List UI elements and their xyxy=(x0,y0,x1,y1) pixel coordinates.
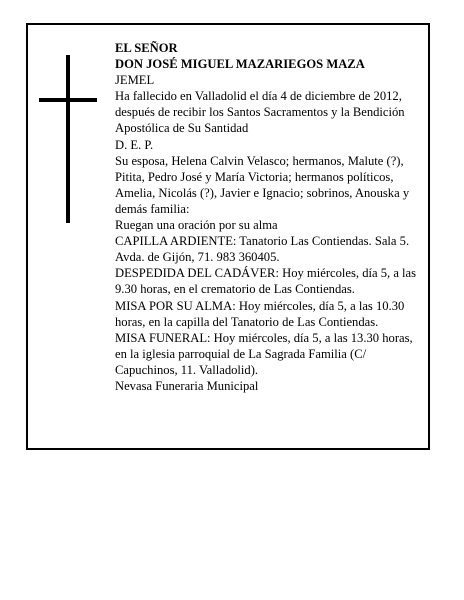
obituary-notice xyxy=(26,23,430,450)
chapel-info: CAPILLA ARDIENTE: Tanatorio Las Contiendas. Sala 5. Avda. de Gijón, 71. 983 360405. xyxy=(115,234,410,265)
prayer-request: Ruegan una oración por su alma xyxy=(115,218,278,233)
farewell-info: DESPEDIDA DEL CADÁVER: Hoy miércoles, día 5, a las 9.30 horas, en el crematorio de Las Contiendas. xyxy=(115,266,417,297)
funeral-home: Nevasa Funeraria Municipal xyxy=(115,378,259,393)
obituary-heading: EL SEÑOR xyxy=(115,41,178,55)
cross-horizontal-bar xyxy=(39,98,97,102)
deceased-nickname: JEMEL xyxy=(115,73,155,88)
deceased-name: DON JOSÉ MIGUEL MAZARIEGOS MAZA xyxy=(115,57,365,72)
funeral-info: MISA FUNERAL: Hoy miércoles, día 5, a las 13.30 horas, en la iglesia parroquial de La Sagrada Familia (C/ Capuchinos, 11. Valladolid). xyxy=(115,330,413,377)
mass-info: MISA POR SU ALMA: Hoy miércoles, día 5, a las 10.30 horas, en la capilla del Tanatorio de Las Contiendas. xyxy=(115,298,405,329)
family-list: Su esposa, Helena Calvin Velasco; hermanos, Malute (?), Pitita, Pedro José y María Victoria; hermanos políticos, Amelia, Nicolás (?), Javier e Ignacio; sobrinos, Anouska y demás familia: xyxy=(115,153,410,216)
rest-in-peace: D. E. P. xyxy=(115,137,154,152)
death-announcement: Ha fallecido en Valladolid el día 4 de diciembre de 2012, después de recibir los Santos Sacramentos y la Bendición Apostólica de Su Santidad xyxy=(115,89,405,136)
cross-icon xyxy=(39,55,97,223)
cross-vertical-bar xyxy=(66,55,70,223)
obituary-text xyxy=(115,40,419,394)
